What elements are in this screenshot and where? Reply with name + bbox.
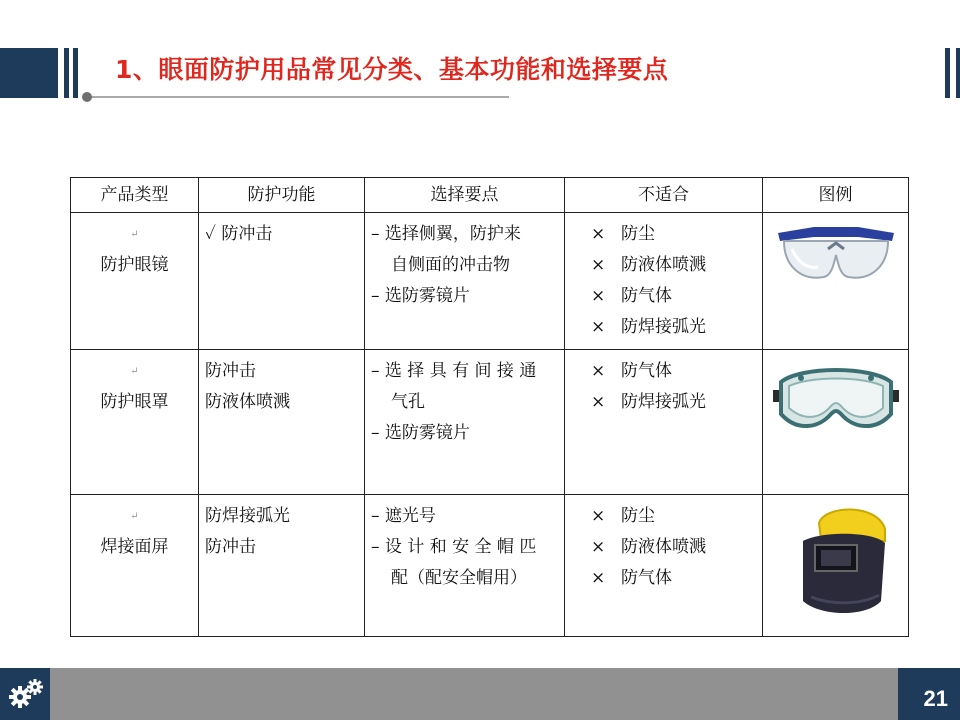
product-type-cell — [71, 350, 199, 495]
paragraph-mark: ↵ — [130, 229, 139, 240]
product-type-cell — [71, 495, 199, 637]
product-type: 焊接面屏 — [100, 537, 169, 557]
paragraph-mark: ↵ — [130, 366, 139, 377]
table-row — [71, 213, 909, 350]
unsuitable-cell — [565, 350, 763, 495]
welding-shield-icon — [781, 501, 891, 619]
function-cell — [199, 495, 365, 637]
points-cell — [365, 495, 565, 637]
safety-goggles-icon — [771, 356, 901, 446]
image-cell — [763, 213, 909, 350]
header-image: 图例 — [763, 178, 909, 213]
point-item: 气孔 — [391, 392, 425, 412]
paragraph-mark: ↵ — [130, 511, 139, 522]
point-item: 自侧面的冲击物 — [391, 255, 510, 275]
unsuitable-item: 防气体 — [621, 361, 672, 381]
title-underline — [87, 96, 509, 98]
header-stripe-right — [945, 48, 950, 98]
unsuitable-item: 防液体喷溅 — [621, 255, 706, 275]
footer-bar — [0, 668, 960, 720]
image-cell — [763, 350, 909, 495]
point-item: – 选防雾镜片 — [371, 423, 470, 443]
point-item: – 选择侧翼，防护来 — [371, 224, 521, 244]
point-item: – 设 计 和 安 全 帽 匹 — [371, 537, 537, 557]
product-type: 防护眼镜 — [100, 255, 169, 275]
cross-icon: × — [591, 506, 606, 526]
cross-icon: × — [591, 568, 606, 588]
header-stripe — [64, 48, 69, 98]
title-bullet-dot — [82, 92, 92, 102]
function-cell — [199, 350, 365, 495]
ppe-table — [70, 177, 909, 637]
cross-icon: × — [591, 255, 606, 275]
table-header-row — [71, 178, 909, 213]
unsuitable-item: 防焊接弧光 — [621, 317, 706, 337]
cross-icon: × — [591, 286, 606, 306]
unsuitable-item: 防液体喷溅 — [621, 537, 706, 557]
product-type-cell — [71, 213, 199, 350]
header-function: 防护功能 — [199, 178, 365, 213]
header-bar-left — [0, 48, 58, 98]
unsuitable-item: 防尘 — [621, 224, 655, 244]
header-bar-right — [956, 48, 960, 98]
unsuitable-item: 防气体 — [621, 286, 672, 306]
cross-icon: × — [591, 317, 606, 337]
header-unsuitable: 不适合 — [565, 178, 763, 213]
function-item: 防液体喷溅 — [205, 392, 290, 412]
function-item: 防冲击 — [205, 537, 256, 557]
function-item: 防冲击 — [205, 361, 256, 381]
gears-icon — [8, 678, 44, 710]
header-points: 选择要点 — [365, 178, 565, 213]
cross-icon: × — [591, 392, 606, 412]
unsuitable-item: 防焊接弧光 — [621, 392, 706, 412]
cross-icon: × — [591, 361, 606, 381]
function-cell — [199, 213, 365, 350]
point-item: – 遮光号 — [371, 506, 436, 526]
safety-glasses-icon — [774, 219, 898, 299]
point-item: – 选防雾镜片 — [371, 286, 470, 306]
point-item: 配（配安全帽用） — [391, 568, 527, 588]
page-number: 21 — [923, 686, 948, 711]
points-cell — [365, 350, 565, 495]
unsuitable-cell — [565, 213, 763, 350]
slide-title: 1、眼面防护用品常见分类、基本功能和选择要点 — [115, 55, 669, 84]
table-row — [71, 350, 909, 495]
cross-icon: × — [591, 537, 606, 557]
table-row — [71, 495, 909, 637]
points-cell — [365, 213, 565, 350]
function-item: ✓ 防冲击 — [205, 224, 273, 244]
header-stripe — [73, 48, 78, 98]
image-cell — [763, 495, 909, 637]
header-type: 产品类型 — [71, 178, 199, 213]
cross-icon: × — [591, 224, 606, 244]
unsuitable-item: 防尘 — [621, 506, 655, 526]
unsuitable-item: 防气体 — [621, 568, 672, 588]
unsuitable-cell — [565, 495, 763, 637]
point-item: – 选 择 具 有 间 接 通 — [371, 361, 537, 381]
product-type: 防护眼罩 — [100, 392, 169, 412]
function-item: 防焊接弧光 — [205, 506, 290, 526]
